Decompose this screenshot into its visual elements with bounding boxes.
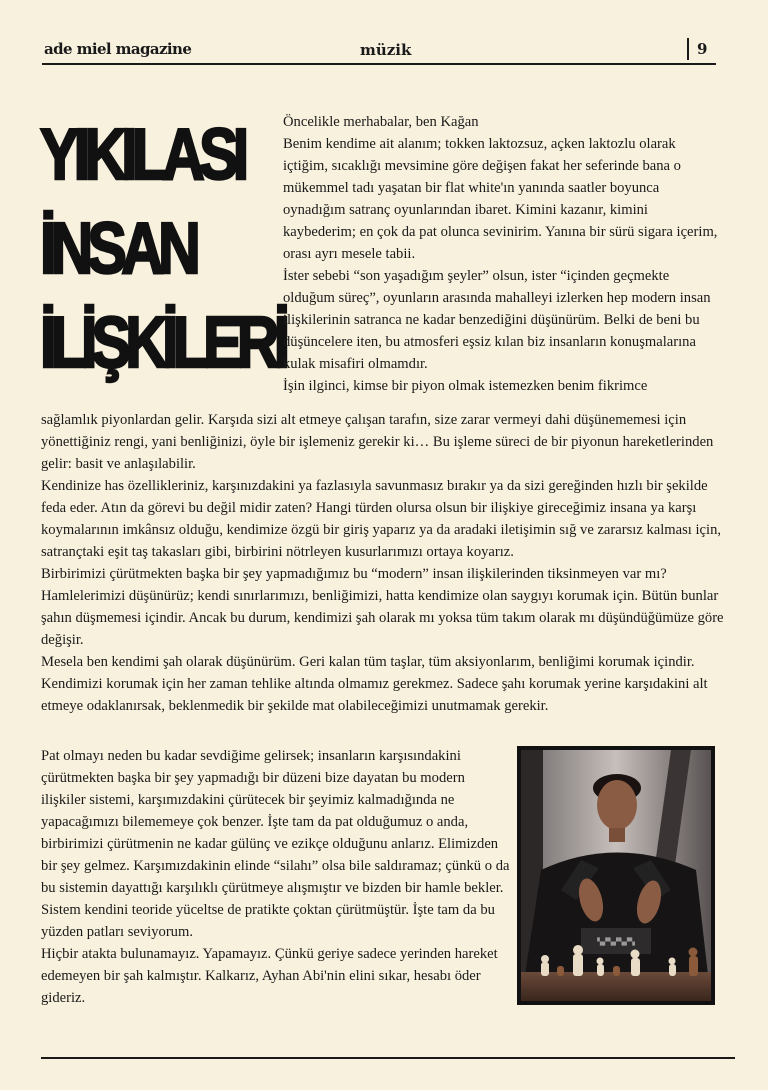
svg-text:▚▞▚▞▚▞▚: ▚▞▚▞▚▞▚ xyxy=(597,938,635,946)
header-rule xyxy=(42,63,716,65)
page-number: 9 xyxy=(697,40,708,58)
full-width-column xyxy=(41,409,726,717)
portrait-photo xyxy=(517,746,715,1005)
bottom-column xyxy=(41,745,511,1009)
body-paragraph: Pat olmayı neden bu kadar sevdiğime gelirsek; insanların karşısındakini çürütmekten başka bir şey yapmadığı bir düzeni bize dayatan bu modern ilişkiler sistemi, karşımızdakini çürütecek bir şeyimiz kalmadığında ne yapacağımızı bilememeye çok benzer. İşte tam da pat olduğumuz o anda, birbirimizi çürütmenin ne kadar gülünç ve ezikçe olduğunu anlarız. Elimizden bir şey gelmez. Karşımızdakinin elinde “silahı” olsa bile saldıramaz; çünkü o da bu sistemin dayattığı karşılıklı çürütmeye alışmıştır ve bizden bir hamle bekler. xyxy=(41,748,510,896)
footer-rule xyxy=(41,1057,735,1059)
body-paragraph: Kendinize has özellikleriniz, karşınızdakini ya fazlasıyla savunmasız bırakır ya da sizi gereğinden hızlı bir şekilde feda eder. Atın da görevi bu değil midir zaten? Hangi türden olursa olsun bir ilişkiye gireceğimiz insana ya karşı koymalarının imkânsız olduğu, kendimize özgü bir giriş yaparız ya da aradaki iletişimin sığ ve zararsız kalması için, satrançtaki eşit taş takasları gibi, birbirini nötrleyen kusurlarımızı ortaya koyarız. xyxy=(41,478,722,560)
magazine-brand: ade miel magazine xyxy=(44,40,192,58)
intro-column xyxy=(283,111,720,397)
intro-paragraph: İşin ilginci, kimse bir piyon olmak istemezken benim fikrimce xyxy=(283,378,648,394)
body-paragraph: Hiçbir atakta bulunamayız. Yapamayız. Çünkü geriye sadece yerinden hareket edemeyen bir şah kalmıştır. Kalkarız, Ayhan Abi'nin elini sıkar, hesabı öder gideriz. xyxy=(41,946,498,1006)
body-paragraph: sağlamlık piyonlardan gelir. Karşıda sizi alt etmeye çalışan tarafın, size zarar vermeyi dahi düşünememesi için yönettiğiniz rengi, yani benliğinizi, öyle bir işlemeniz gerekir ki… Bu işleme süreci de bir piyonun hareketlerinden gelir: basit ve anlaşılabilir. xyxy=(41,412,714,472)
intro-paragraph: Öncelikle merhabalar, ben Kağan xyxy=(283,114,479,130)
intro-paragraph: Benim kendime ait alanım; tokken laktozsuz, açken laktozlu olarak içtiğim, sıcaklığı mevsimine göre değişen fakat her seferinde bana o mükemmel tadı yaşatan bir flat white'ın yanında saatler boyunca oynadığım satranç oyunlarından ibaret. Kimini kazanır, kimini kaybederim; en çok da pat olunca sevinirim. Yanına bir sürü sigara içerim, orası ayrı mesele tabii. xyxy=(283,136,718,262)
portrait-photo-icon xyxy=(521,750,711,1001)
body-paragraph: Sistem kendini teoride yüceltse de pratikte çoktan çürütmüştür. İşte tam da bu yüzden patları seviyorum. xyxy=(41,902,495,940)
section-title: müzik xyxy=(360,41,412,59)
article-headline xyxy=(40,108,285,390)
page-header xyxy=(42,38,716,66)
body-paragraph: Birbirimizi çürütmekten başka bir şey yapmadığımız bu “modern” insan ilişkilerinden tiksinmeyen var mı? Hamlelerimizi düşünürüz; kendi sınırlarımızı, benliğimizi, hatta kendimize olan saygıyı korumak için. Bütün bunlar şahın düşmemesi içindir. Ancak bu durum, kendimizi şah olarak mı yoksa tüm takım olarak mı düşündüğümüze göre değişir. xyxy=(41,566,724,648)
headline-line-2: İNSAN xyxy=(40,209,195,289)
body-paragraph: Mesela ben kendimi şah olarak düşünürüm. Geri kalan tüm taşlar, tüm aksiyonlarım, benliğimi korumak içindir. Kendimizi korumak için her zaman tehlike altında olmamız gerekmez. Sadece şahı korumak yerine karşıdakini alt etmeye odaklanırsak, beklenmedik bir şekilde mat olabileceğimizi unutmamak gerekir. xyxy=(41,654,708,714)
headline-line-1: YIKILASI xyxy=(40,115,244,195)
headline-line-3: İLİŞKİLERİ xyxy=(40,303,285,383)
intro-paragraph: İster sebebi “son yaşadığım şeyler” olsun, ister “içinden geçmekte olduğum süreç”, oyunların arasında mahalleyi izlerken hep modern insan ilişkilerinin satranca ne kadar benzediğini düşünürüm. Belki de beni bu düşüncelere iten, bu atmosferi eşsiz kılan biz insanların konuşmalarına kulak misafiri olmamdır. xyxy=(283,268,711,372)
page-number-divider xyxy=(687,38,689,60)
